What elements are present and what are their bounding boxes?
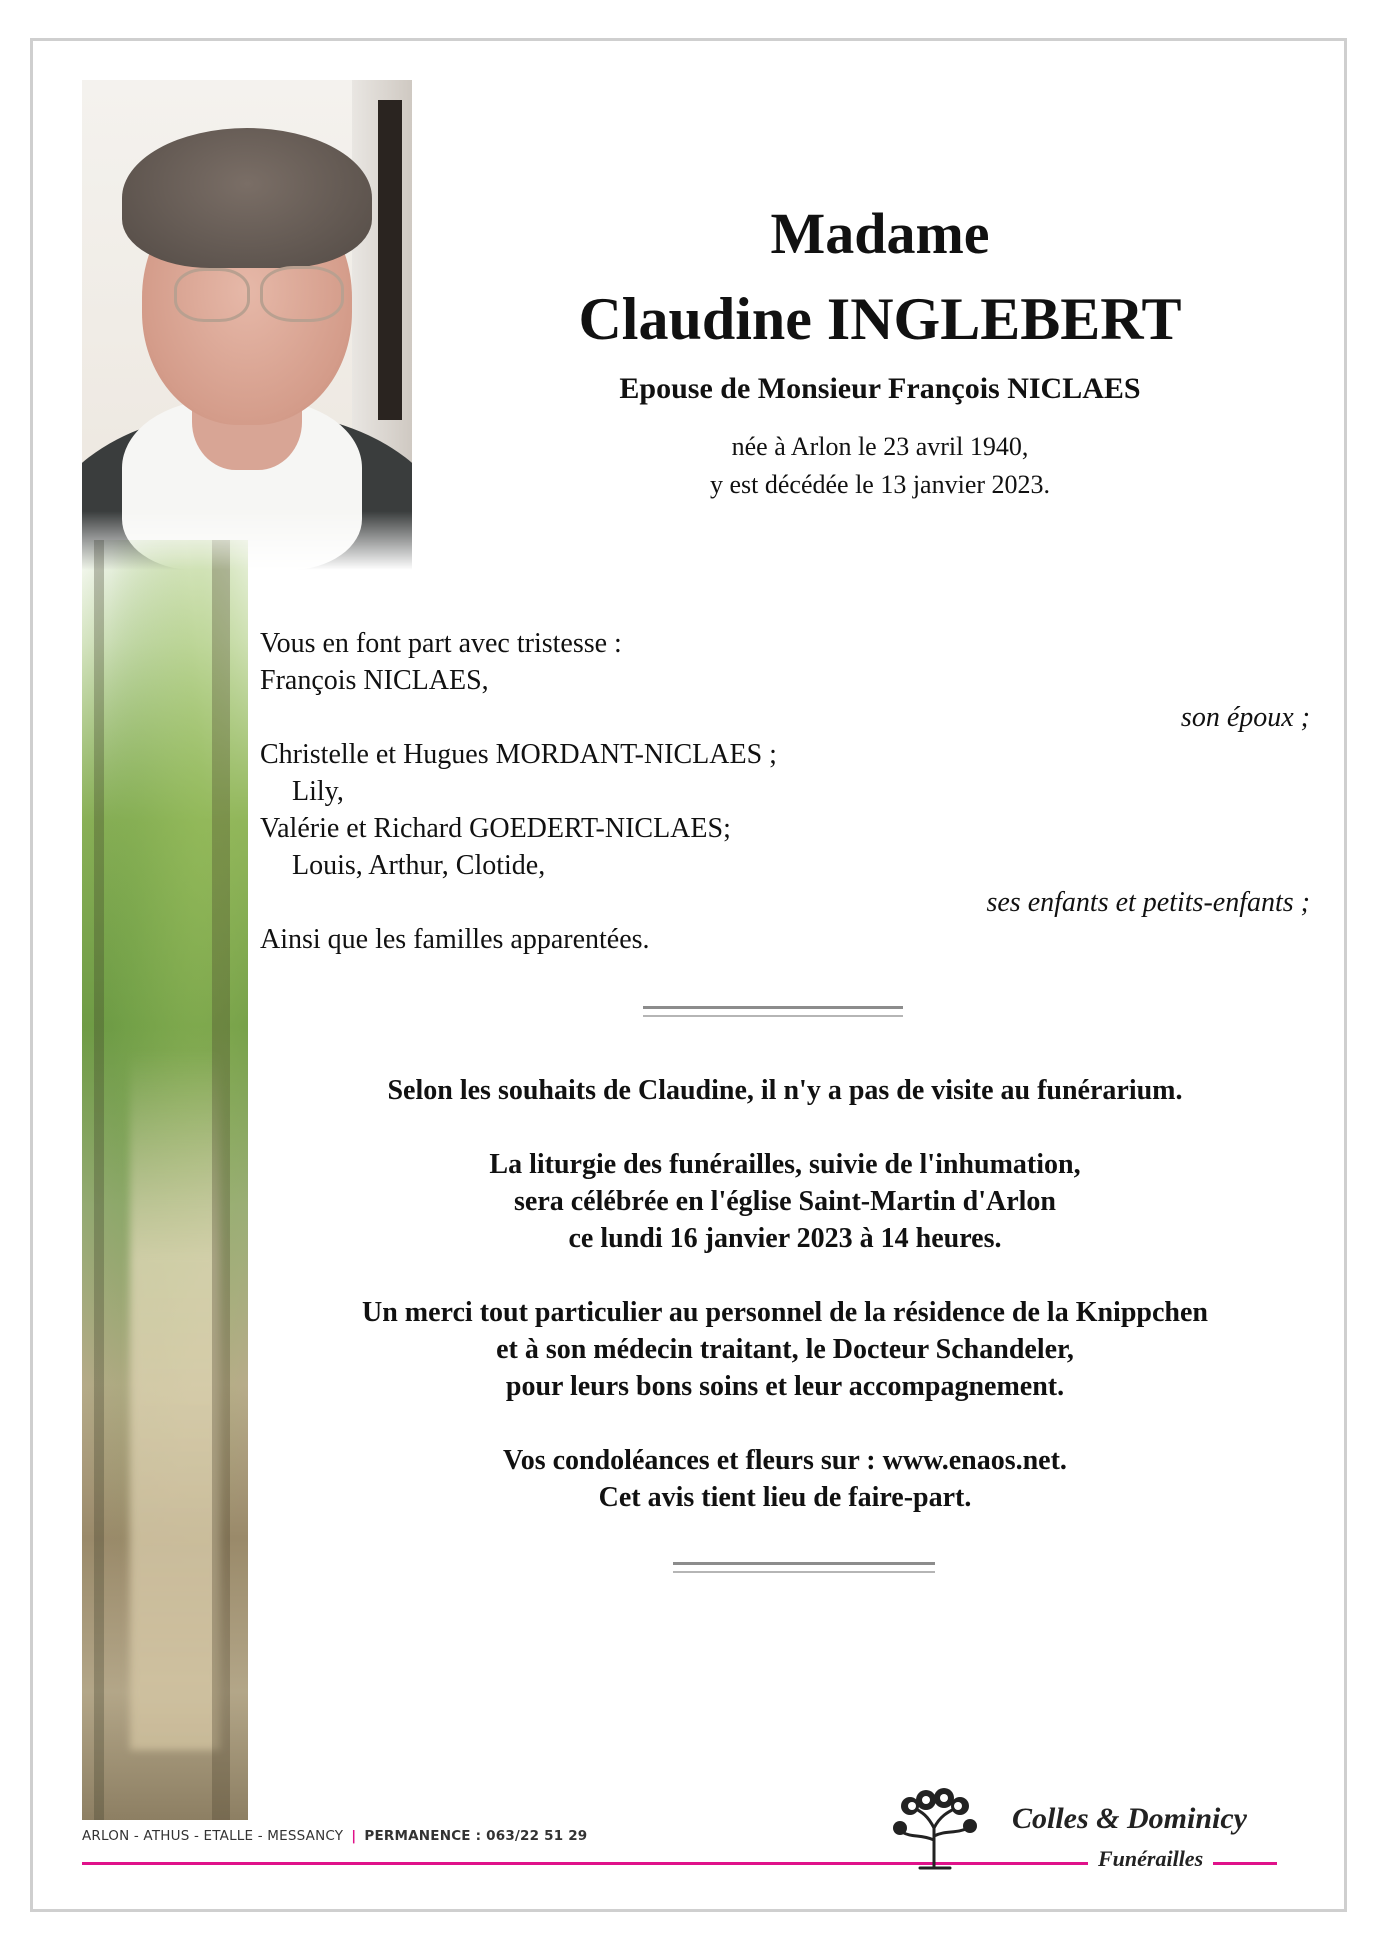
fairepart-line: Cet avis tient lieu de faire-part. <box>598 1482 972 1513</box>
footer-separator: | <box>351 1828 357 1844</box>
notice-liturgy <box>260 1146 1310 1257</box>
notice-thanks <box>260 1294 1310 1405</box>
thanks-line-3: pour leurs bons soins et leur accompagnement. <box>505 1371 1065 1402</box>
permanence-phone: PERMANENCE : 063/22 51 29 <box>364 1828 588 1844</box>
notice-wishes <box>260 1072 1310 1109</box>
liturgy-line-1: La liturgie des funérailles, suivie de l'inhumation, <box>489 1149 1081 1180</box>
family-child-1: Christelle et Hugues MORDANT-NICLAES ; <box>260 739 777 770</box>
family-grandchildren-1: Lily, <box>292 776 344 807</box>
family-child-2: Valérie et Richard GOEDERT-NICLAES; <box>260 813 731 844</box>
honorific: Madame <box>770 201 990 266</box>
tree-logo-icon <box>890 1788 980 1870</box>
family-husband-role: son époux ; <box>1180 702 1310 733</box>
death-line: y est décédée le 13 janvier 2023. <box>709 470 1051 499</box>
thanks-line-1: Un merci tout particulier au personnel de la résidence de la Knippchen <box>362 1297 1208 1328</box>
deceased-name: Claudine INGLEBERT <box>578 286 1182 352</box>
portrait-photo <box>82 80 412 570</box>
condolences-line: Vos condoléances et fleurs sur : www.enaos.net. <box>503 1445 1067 1476</box>
liturgy-line-3: ce lundi 16 janvier 2023 à 14 heures. <box>568 1223 1002 1254</box>
company-name: Colles & Dominicy <box>1012 1802 1247 1835</box>
spouse-line: Epouse de Monsieur François NICLAES <box>619 372 1141 405</box>
forest-trunks <box>82 540 248 1820</box>
family-list <box>260 625 1310 958</box>
family-intro: Vous en font part avec tristesse : <box>260 628 622 659</box>
family-relatives: Ainsi que les familles apparentées. <box>260 924 650 955</box>
liturgy-line-2: sera célébrée en l'église Saint-Martin d'Arlon <box>514 1186 1056 1217</box>
birth-line: née à Arlon le 23 avril 1940, <box>731 432 1029 461</box>
footer-locations <box>82 1828 587 1844</box>
divider-top <box>643 1006 903 1017</box>
locations-text: ARLON - ATHUS - ETALLE - MESSANCY <box>82 1828 344 1844</box>
family-grandchildren-2: Louis, Arthur, Clotide, <box>292 850 546 881</box>
thanks-line-2: et à son médecin traitant, le Docteur Schandeler, <box>496 1334 1074 1365</box>
notice-condolences <box>260 1442 1310 1516</box>
dates <box>500 428 1260 504</box>
wishes-line: Selon les souhaits de Claudine, il n'y a pas de visite au funérarium. <box>387 1075 1183 1106</box>
company-subtitle: Funérailles <box>1088 1846 1213 1872</box>
family-husband: François NICLAES, <box>260 665 489 696</box>
divider-bottom <box>673 1562 935 1573</box>
family-children-role: ses enfants et petits-enfants ; <box>986 887 1310 918</box>
